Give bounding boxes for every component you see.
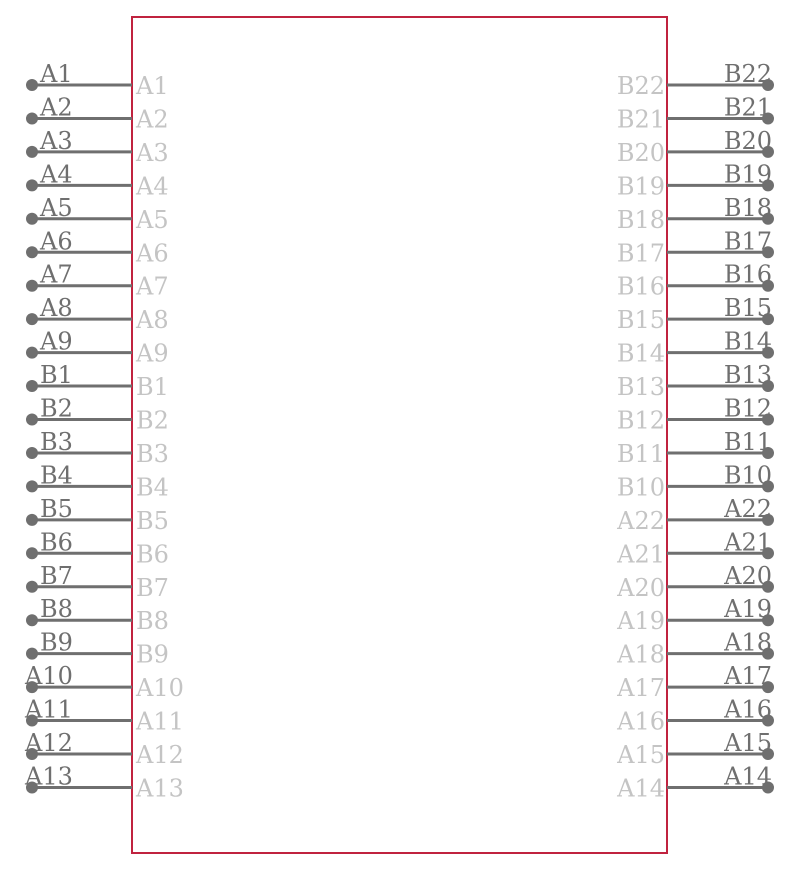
pin-number-label: A4: [40, 160, 73, 189]
left-pin-group: [24, 60, 184, 802]
pin-name-label: A17: [617, 674, 665, 703]
pin-number-label: A21: [724, 528, 772, 557]
pin-name-label: B12: [616, 406, 665, 435]
pin-number-label: B15: [723, 294, 772, 323]
pin-number-label: A5: [40, 193, 73, 222]
pin-endpoint[interactable]: [26, 414, 38, 426]
pin-number-label: A6: [40, 227, 73, 256]
pin-name-label: B20: [616, 138, 665, 167]
pin-name-label: B15: [616, 306, 665, 335]
pin-name-label: A21: [617, 540, 665, 569]
pin-number-label: B20: [723, 126, 772, 155]
pin-number-label: A19: [724, 595, 772, 624]
pin-name-label: A9: [136, 339, 169, 368]
pin-number-label: B13: [723, 361, 772, 390]
pin-name-label: A20: [617, 573, 665, 602]
pin-number-label: A14: [724, 762, 772, 791]
pin-number-label: A8: [40, 294, 73, 323]
pin-number-label: B21: [723, 93, 772, 122]
pin-number-label: A22: [724, 494, 772, 523]
pin-number-label: A7: [40, 260, 73, 289]
pin-name-label: A16: [617, 707, 665, 736]
pin-endpoint[interactable]: [26, 280, 38, 292]
pin-name-label: B21: [616, 105, 665, 134]
pin-name-label: A22: [617, 506, 665, 535]
pin-name-label: A10: [136, 674, 184, 703]
pin-name-label: A18: [617, 640, 665, 669]
pin-number-label: A1: [40, 60, 73, 88]
pin-name-label: B16: [616, 272, 665, 301]
pin-name-label: A6: [136, 239, 169, 268]
pin-number-label: B18: [723, 193, 772, 222]
pin-name-label: B3: [136, 439, 169, 468]
pin-name-label: B7: [136, 573, 169, 602]
pin-endpoint[interactable]: [26, 480, 38, 492]
pin-name-label: A5: [136, 205, 169, 234]
pin-number-label: B8: [40, 595, 73, 624]
pin-name-label: B2: [136, 406, 169, 435]
pin-number-label: A15: [724, 729, 772, 757]
pin-endpoint[interactable]: [26, 313, 38, 325]
pin-endpoint[interactable]: [26, 547, 38, 559]
pin-endpoint[interactable]: [26, 447, 38, 459]
pin-endpoint[interactable]: [26, 213, 38, 225]
pin-number-label: B12: [723, 394, 772, 423]
pin-endpoint[interactable]: [26, 146, 38, 158]
pin-endpoint[interactable]: [26, 614, 38, 626]
pin-number-label: B11: [723, 427, 772, 456]
pin-name-label: A2: [136, 105, 169, 134]
pin-name-label: A19: [617, 607, 665, 636]
pin-name-label: A4: [136, 172, 169, 201]
pin-number-label: A9: [40, 327, 73, 356]
pin-name-label: A12: [136, 741, 184, 769]
pin-number-label: A10: [25, 662, 73, 691]
pin-name-label: A1: [136, 72, 169, 100]
pin-number-label: B10: [723, 461, 772, 490]
pin-number-label: A20: [724, 561, 772, 590]
pin-name-label: A7: [136, 272, 169, 301]
pin-name-label: A3: [136, 138, 169, 167]
pin-name-label: A8: [136, 306, 169, 335]
pin-number-label: A16: [724, 695, 772, 724]
pin-endpoint[interactable]: [26, 347, 38, 359]
pin-name-label: B22: [616, 72, 665, 100]
pin-name-label: A14: [617, 774, 665, 803]
pin-number-label: B5: [40, 494, 73, 523]
pin-name-label: B1: [136, 373, 169, 402]
pin-name-label: B8: [136, 607, 169, 636]
pin-number-label: B17: [723, 227, 772, 256]
pin-number-label: B2: [40, 394, 73, 423]
pin-name-label: A13: [136, 774, 184, 803]
pin-name-label: A15: [617, 741, 665, 769]
pin-name-label: B9: [136, 640, 169, 669]
pin-name-label: B13: [616, 373, 665, 402]
pin-number-label: B14: [723, 327, 772, 356]
pin-number-label: B1: [40, 361, 73, 390]
pin-name-label: B10: [616, 473, 665, 502]
pin-number-label: A13: [25, 762, 73, 791]
pin-name-label: B4: [136, 473, 169, 502]
pin-name-label: A11: [136, 707, 184, 736]
pin-endpoint[interactable]: [26, 648, 38, 660]
pin-number-label: A3: [40, 126, 73, 155]
pin-number-label: B4: [40, 461, 73, 490]
pin-number-label: B19: [723, 160, 772, 189]
pin-number-label: A18: [724, 628, 772, 657]
pin-number-label: B7: [40, 561, 73, 590]
pin-number-label: B6: [40, 528, 73, 557]
pin-name-label: B17: [616, 239, 665, 268]
pin-number-label: B3: [40, 427, 73, 456]
component-body: [132, 17, 667, 853]
pin-number-label: B9: [40, 628, 73, 657]
pin-name-label: B14: [616, 339, 665, 368]
pin-number-label: A17: [724, 662, 772, 691]
pin-endpoint[interactable]: [26, 179, 38, 191]
pin-number-label: A12: [25, 729, 73, 757]
pin-endpoint[interactable]: [26, 79, 38, 91]
right-pin-group: [616, 60, 774, 802]
pin-name-label: B18: [616, 205, 665, 234]
pin-endpoint[interactable]: [26, 581, 38, 593]
pin-name-label: B19: [616, 172, 665, 201]
pin-name-label: B11: [616, 439, 665, 468]
pin-number-label: B22: [723, 60, 772, 88]
pin-endpoint[interactable]: [26, 246, 38, 258]
pin-endpoint[interactable]: [26, 112, 38, 124]
pin-endpoint[interactable]: [26, 514, 38, 526]
pin-number-label: A11: [25, 695, 73, 724]
pin-name-label: B6: [136, 540, 169, 569]
pin-number-label: A2: [40, 93, 73, 122]
pin-number-label: B16: [723, 260, 772, 289]
pin-name-label: B5: [136, 506, 169, 535]
pin-endpoint[interactable]: [26, 380, 38, 392]
